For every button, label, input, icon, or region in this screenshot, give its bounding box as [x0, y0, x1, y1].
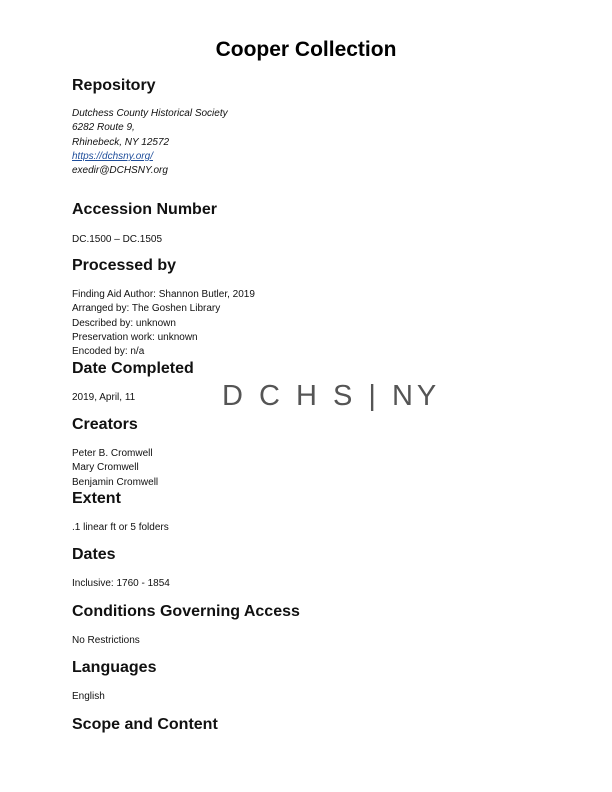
- accession-value: DC.1500 – DC.1505: [72, 234, 163, 245]
- repository-address-line-1: 6282 Route 9,: [72, 122, 135, 134]
- page-title: Cooper Collection: [215, 38, 397, 61]
- creator-name: Mary Cromwell: [72, 462, 139, 474]
- extent-value: .1 linear ft or 5 folders: [72, 522, 169, 533]
- languages-heading: Languages: [72, 659, 157, 676]
- processed-by-line: Finding Aid Author: Shannon Butler, 2019: [72, 289, 255, 300]
- processed-by-line: Described by: unknown: [72, 317, 176, 329]
- processed-by-line: Encoded by: n/a: [72, 346, 145, 358]
- processed-by-heading: Processed by: [72, 257, 177, 274]
- repository-website-link[interactable]: https://dchsny.org/: [72, 150, 153, 162]
- creators-block: [72, 447, 158, 490]
- access-heading: Conditions Governing Access: [72, 603, 300, 620]
- scope-heading: Scope and Content: [72, 716, 218, 733]
- date-completed-value: 2019, April, 11: [72, 392, 136, 403]
- languages-value: English: [72, 691, 105, 702]
- creator-name: Peter B. Cromwell: [72, 448, 153, 459]
- creator-name: Benjamin Cromwell: [72, 476, 159, 488]
- repository-email: exedir@DCHSNY.org: [72, 165, 168, 177]
- repository-heading: Repository: [72, 77, 156, 94]
- dates-value: Inclusive: 1760 - 1854: [72, 578, 170, 589]
- repository-name: Dutchess County Historical Society: [72, 108, 228, 119]
- creators-heading: Creators: [72, 416, 138, 433]
- access-value: No Restrictions: [72, 635, 140, 646]
- repository-block: [72, 107, 228, 178]
- accession-heading: Accession Number: [72, 201, 217, 218]
- processed-by-line: Arranged by: The Goshen Library: [72, 303, 221, 315]
- processed-by-block: [72, 288, 255, 359]
- dchs-watermark: D C H S | NY: [222, 380, 441, 412]
- extent-heading: Extent: [72, 490, 121, 507]
- repository-address-line-2: Rhinebeck, NY 12572: [72, 136, 170, 148]
- date-completed-heading: Date Completed: [72, 360, 194, 377]
- processed-by-line: Preservation work: unknown: [72, 331, 198, 343]
- dates-heading: Dates: [72, 546, 116, 563]
